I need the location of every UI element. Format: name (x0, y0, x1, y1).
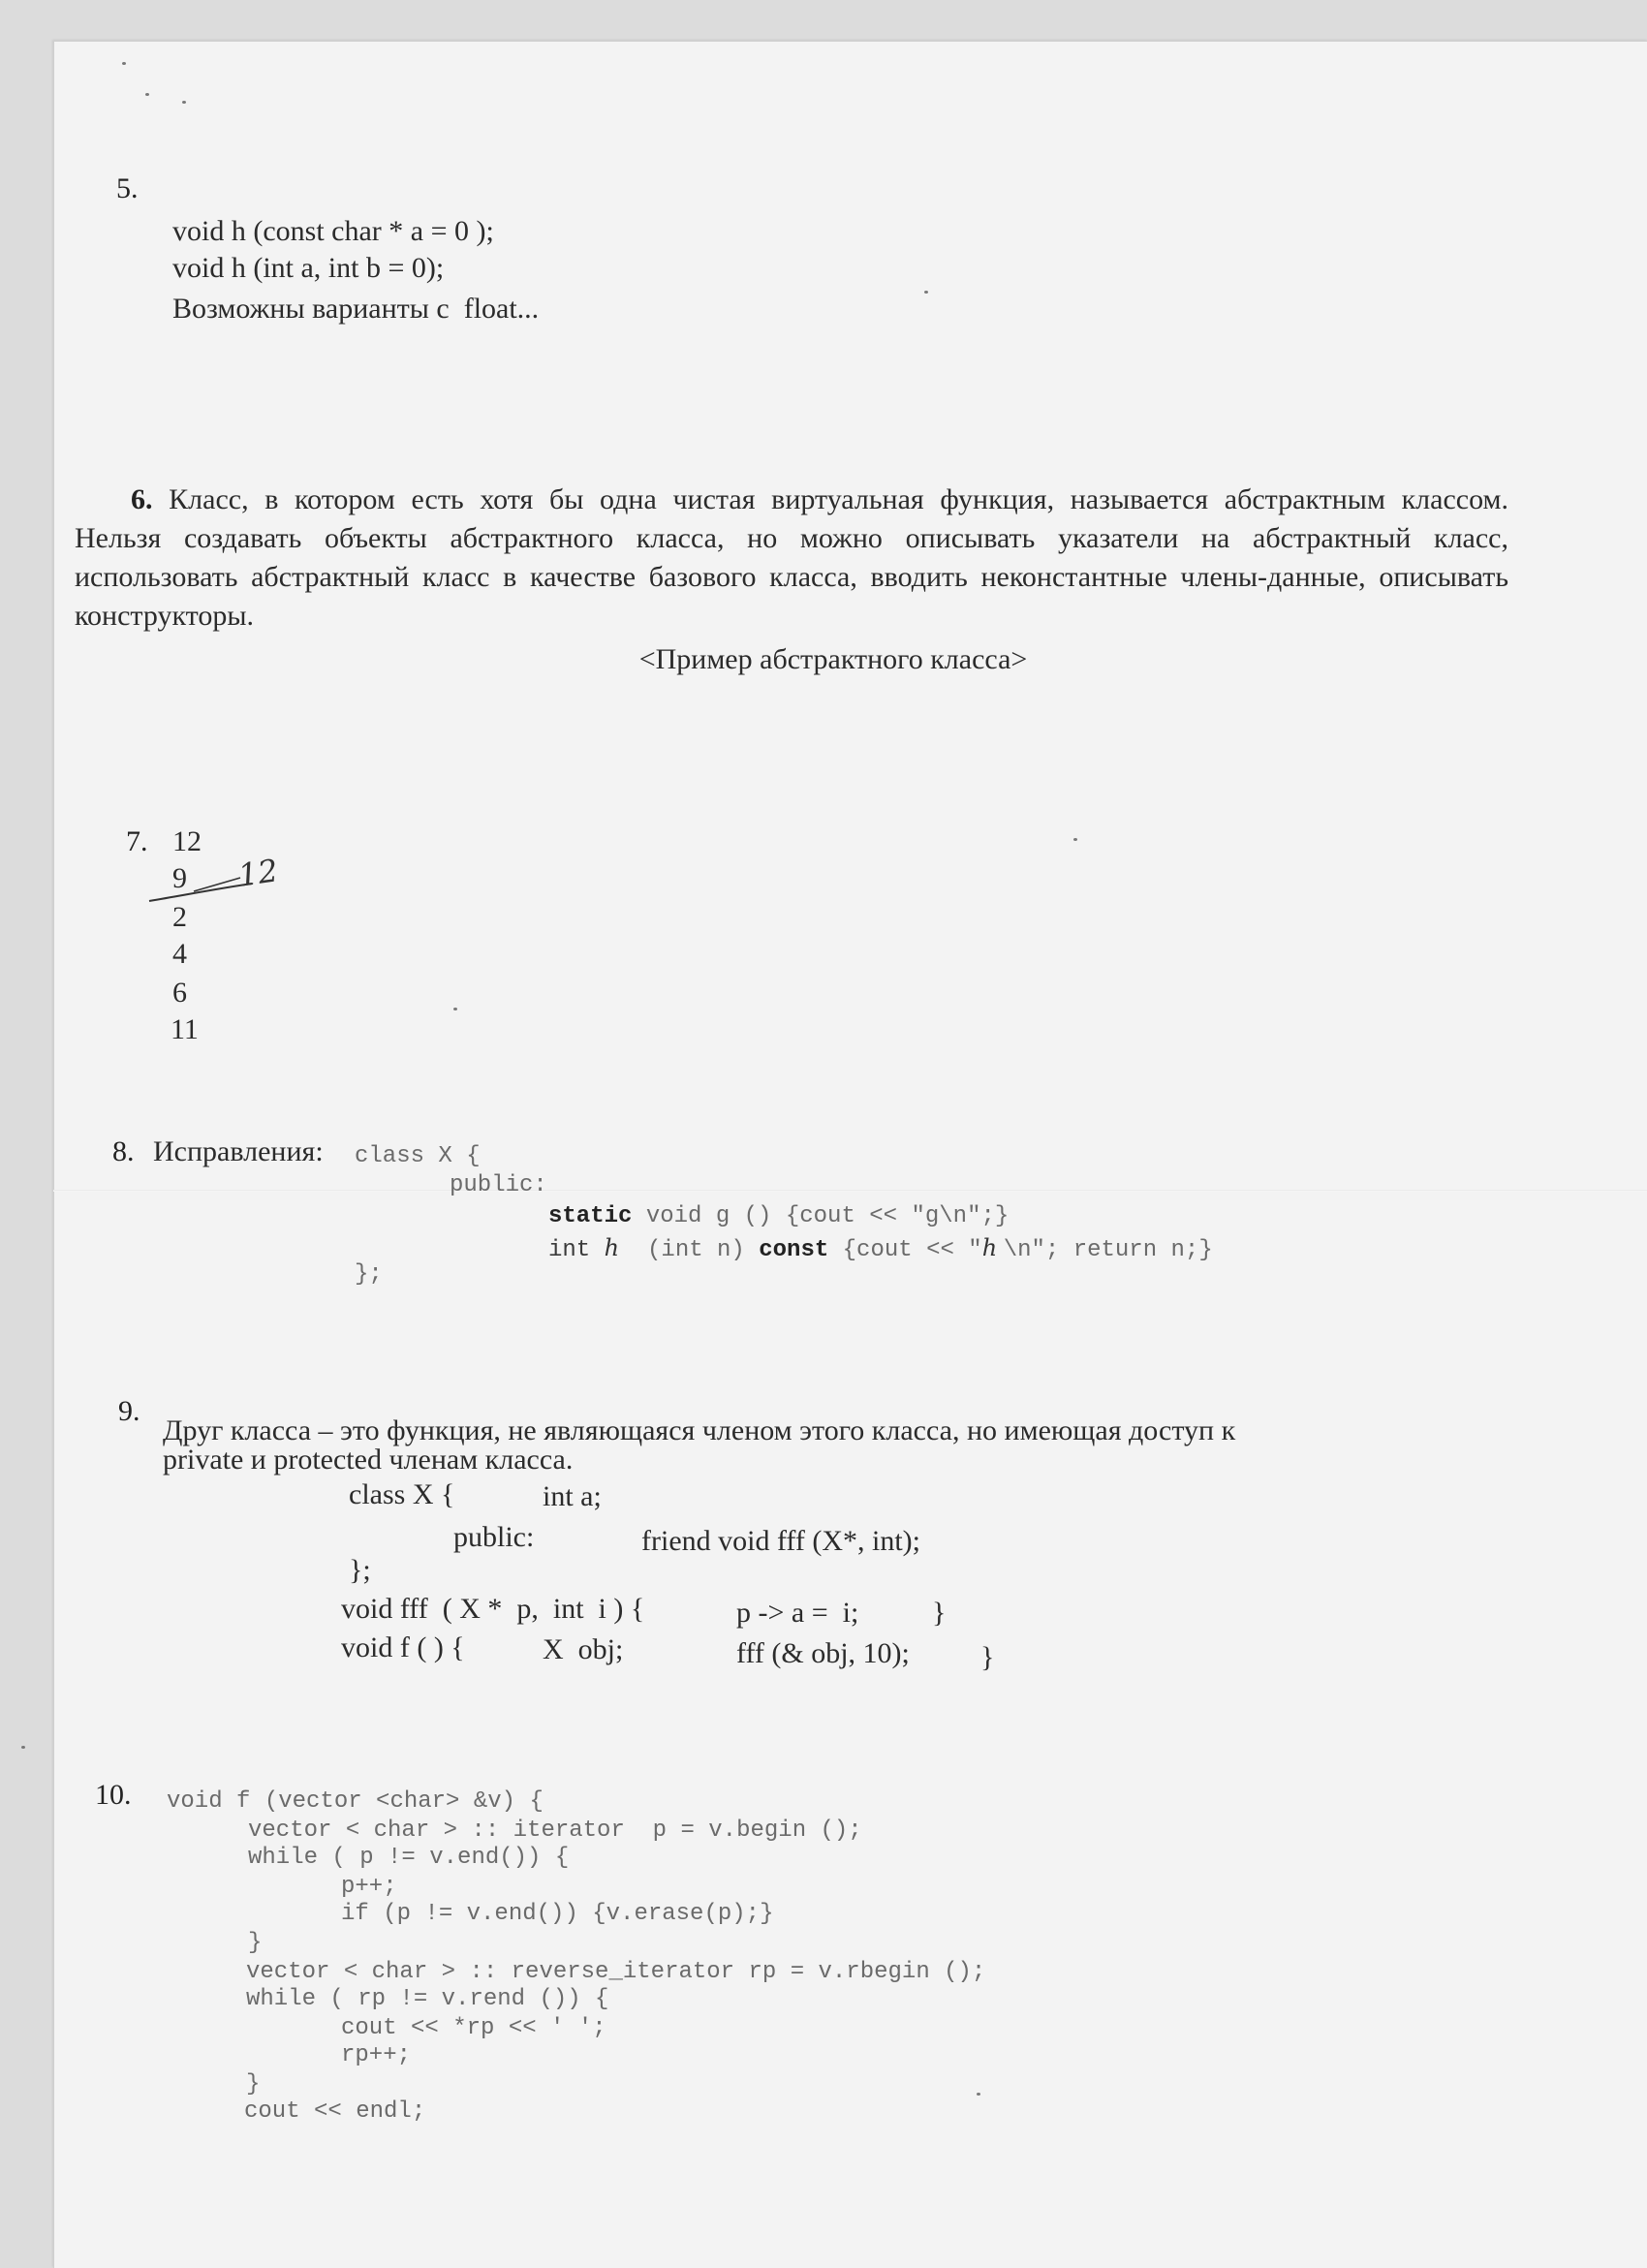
q9-text-line-2: private и protected членам класса. (163, 1444, 574, 1476)
q10-code-line-5: if (p != v.end()) {v.erase(p);} (341, 1901, 774, 1927)
q9-code-f-obj: X obj; (543, 1633, 624, 1665)
q10-code-line-2: vector < char > :: iterator p = v.begin (); (248, 1818, 862, 1844)
q9-code-friend: friend void fff (X*, int); (641, 1525, 921, 1557)
q10-code-line-10: rp++; (341, 2042, 412, 2068)
q5-line-2: void h (int a, int b = 0); (172, 252, 445, 284)
q7-value-4: 4 (172, 938, 187, 970)
q8-label: Исправления: (153, 1135, 324, 1167)
q10-code-line-12: cout << endl; (244, 2098, 426, 2125)
scan-speck (977, 2093, 980, 2096)
q8-code-line-2: public: (450, 1172, 547, 1198)
q9-code-fff-sig: void fff ( X * p, int i ) { (341, 1593, 645, 1625)
q10-code-line-7: vector < char > :: reverse_iterator rp = v.rbegin (); (246, 1959, 986, 1985)
q5-number: 5. (116, 172, 139, 204)
q8-code-params: (int n) (633, 1237, 760, 1263)
q7-value-5: 6 (172, 977, 187, 1009)
q9-code-fff-body: p -> a = i; (736, 1597, 859, 1629)
q8-const-keyword: const (759, 1237, 829, 1263)
q9-code-f-sig: void f ( ) { (341, 1631, 465, 1663)
scan-speck (145, 93, 149, 96)
q8-code-line-1: class X { (355, 1143, 481, 1169)
q9-code-f-call: fff (& obj, 10); (736, 1637, 910, 1669)
q10-code-line-11: } (246, 2071, 261, 2097)
q10-number: 10. (95, 1779, 132, 1811)
q8-handwritten-h: h (604, 1234, 620, 1261)
q7-value-1: 12 (172, 825, 202, 857)
q9-code-class: class X { (349, 1478, 455, 1510)
q10-code-line-8: while ( rp != v.rend ()) { (246, 1986, 609, 2012)
q8-static-keyword: static (548, 1203, 633, 1229)
q9-number: 9. (118, 1395, 140, 1427)
q9-code-close: }; (349, 1554, 371, 1586)
q10-code-line-6: } (248, 1930, 263, 1956)
q8-code-tail: \n"; return n;} (1003, 1237, 1213, 1263)
q9-code-public: public: (453, 1521, 535, 1553)
q9-text-line-1: Друг класса – это функция, не являющаяся членом этого класса, но имеющая доступ к (163, 1414, 1236, 1446)
q7-value-6: 11 (171, 1013, 199, 1045)
scan-speck (453, 1008, 457, 1010)
scan-speck (122, 62, 126, 65)
q7-number: 7. (126, 825, 148, 857)
scan-speck (182, 101, 186, 104)
q10-code-line-4: p++; (341, 1874, 397, 1900)
q10-code-line-1: void f (vector <char> &v) { (167, 1788, 544, 1815)
q9-code-f-close: } (980, 1641, 995, 1673)
paper-fold (53, 1190, 1647, 1192)
q6-paragraph (75, 481, 1508, 636)
q10-code-line-3: while ( p != v.end()) { (248, 1845, 570, 1871)
q8-int-keyword: int (548, 1237, 605, 1263)
q8-code-line-3-rest: void g () {cout << "g\n";} (632, 1203, 1010, 1229)
q9-code-fff-close: } (932, 1597, 947, 1629)
scan-speck (21, 1746, 25, 1749)
q8-code-line-4 (548, 1234, 1213, 1263)
q9-code-member: int a; (543, 1480, 602, 1512)
q8-handwritten-h-string: h (981, 1234, 998, 1261)
q6-number: 6. (131, 483, 153, 515)
q8-code-line-3 (548, 1203, 1009, 1229)
q7-value-3: 2 (172, 901, 187, 933)
q10-code-line-9: cout << *rp << ' '; (341, 2015, 606, 2041)
q8-number: 8. (112, 1135, 135, 1167)
q7-value-2: 9 (172, 862, 187, 894)
q6-example-caption: <Пример абстрактного класса> (638, 643, 1028, 675)
scan-speck (1073, 838, 1077, 841)
q5-line-1: void h (const char * a = 0 ); (172, 215, 494, 247)
q6-text: Класс, в котором есть хотя бы одна чистая виртуальная функция, называется абстрактным классом. Нельзя создавать объекты абстрактного класса, но можно описывать указатели на абстрактный класс, использовать абстрактный класс в качестве базового класса, вводить неконстантные члены-данные, описывать конструкторы. (75, 483, 1508, 632)
q8-code-body: {cout << " (828, 1237, 982, 1263)
q7-handwritten-12: 12 (235, 852, 281, 894)
q7-strike-line (149, 884, 252, 901)
q8-code-line-5: }; (355, 1261, 383, 1288)
scan-speck (924, 291, 928, 294)
q5-line-3: Возможны варианты с float... (172, 293, 540, 325)
